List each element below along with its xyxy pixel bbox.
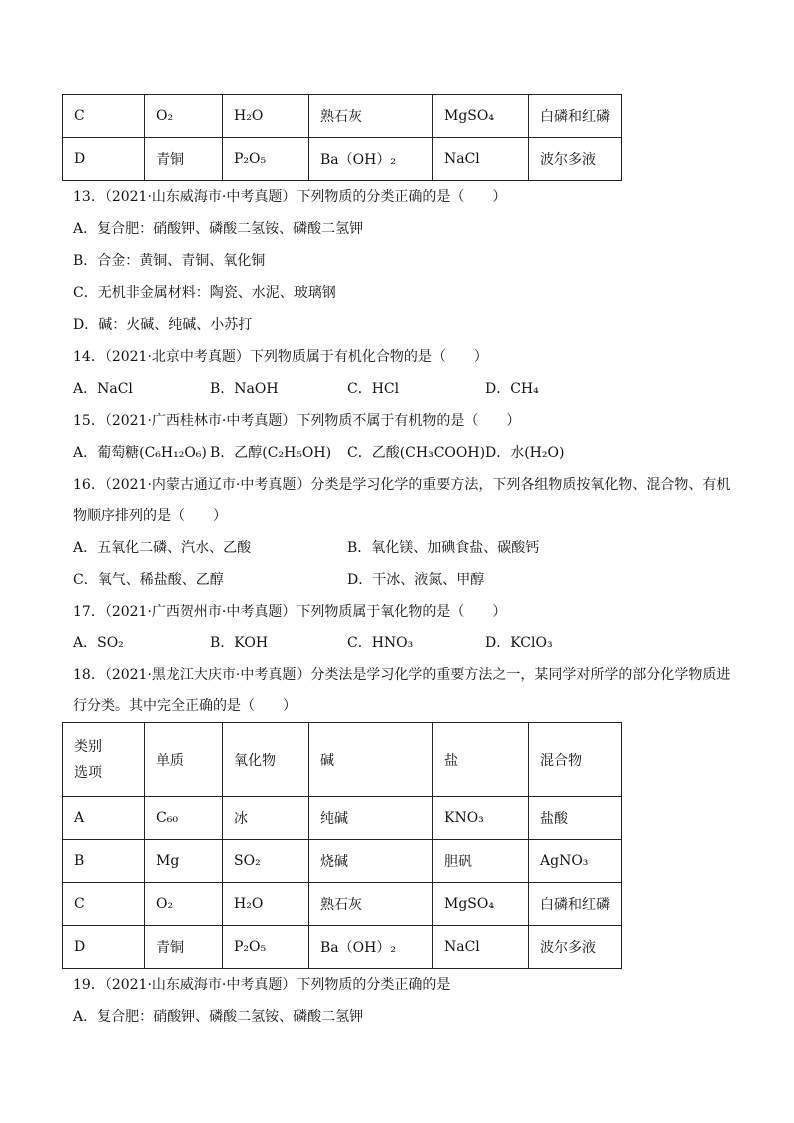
question-19-stem: 19．（2021·山东威海市·中考真题）下列物质的分类正确的是 <box>73 977 451 993</box>
table-cell: 胆矾 <box>433 840 529 883</box>
table-cell: 纯碱 <box>309 797 433 840</box>
question-14-stem: 14．（2021·北京中考真题）下列物质属于有机化合物的是（ ） <box>73 349 488 365</box>
table-header-cell: 碱 <box>309 723 433 797</box>
table-cell: 波尔多液 <box>529 138 622 181</box>
corner-label-category: 类别 <box>74 738 102 755</box>
question-14-option-d: D．CH₄ <box>485 381 539 397</box>
table-cell: MgSO₄ <box>433 95 529 138</box>
corner-label-option: 选项 <box>74 764 102 781</box>
table-cell: 烧碱 <box>309 840 433 883</box>
table-cell: 白磷和红磷 <box>529 883 622 926</box>
table-cell: Ba（OH）₂ <box>309 138 433 181</box>
question-16-option-d: D．干冰、液氮、甲醇 <box>347 572 485 588</box>
question-17-stem: 17．（2021·广西贺州市·中考真题）下列物质属于氧化物的是（ ） <box>73 604 507 620</box>
table-header-cell: 混合物 <box>529 723 622 797</box>
table-row <box>63 138 622 181</box>
table-cell: 青铜 <box>145 138 223 181</box>
question-15-option-a: A．葡萄糖(C₆H₁₂O₆) <box>73 445 207 461</box>
table-corner-cell <box>63 723 145 797</box>
table-cell: H₂O <box>223 883 309 926</box>
table-cell: P₂O₅ <box>223 138 309 181</box>
question-18-stem-line-2: 行分类。其中完全正确的是（ ） <box>73 698 297 714</box>
classification-table-continued <box>62 94 622 181</box>
table-cell: 冰 <box>223 797 309 840</box>
question-17-option-c: C．HNO₃ <box>347 635 414 651</box>
table-row <box>63 95 622 138</box>
question-16-option-a: A．五氧化二磷、汽水、乙酸 <box>73 540 252 556</box>
table-cell: C <box>63 95 145 138</box>
question-16-option-b: B．氧化镁、加碘食盐、碳酸钙 <box>347 540 540 556</box>
question-17-option-d: D．KClO₃ <box>485 635 553 651</box>
table-cell: Mg <box>145 840 223 883</box>
table-row <box>63 840 622 883</box>
table-cell: 波尔多液 <box>529 926 622 969</box>
table-cell: MgSO₄ <box>433 883 529 926</box>
table-cell: B <box>63 840 145 883</box>
question-15-option-c: C．乙酸(CH₃COOH) <box>347 445 486 461</box>
table-cell: 熟石灰 <box>309 95 433 138</box>
question-19-option-a: A．复合肥：硝酸钾、磷酸二氢铵、磷酸二氢钾 <box>73 1009 364 1025</box>
question-13-stem: 13．（2021·山东威海市·中考真题）下列物质的分类正确的是（ ） <box>73 189 507 205</box>
table-cell: KNO₃ <box>433 797 529 840</box>
table-cell: A <box>63 797 145 840</box>
question-16-stem-line-2: 物顺序排列的是（ ） <box>73 508 227 524</box>
question-15-option-b: B．乙醇(C₂H₅OH) <box>210 445 332 461</box>
table-cell: D <box>63 138 145 181</box>
table-cell: 盐酸 <box>529 797 622 840</box>
table-cell: C <box>63 883 145 926</box>
table-cell: O₂ <box>145 95 223 138</box>
table-header-cell: 盐 <box>433 723 529 797</box>
table-cell: Ba（OH）₂ <box>309 926 433 969</box>
question-16-stem-line-1: 16．（2021·内蒙古通辽市·中考真题）分类是学习化学的重要方法，下列各组物质按氧化物、混合物、有机 <box>73 477 731 493</box>
question-13-option-d: D．碱：火碱、纯碱、小苏打 <box>73 317 253 333</box>
table-cell: 白磷和红磷 <box>529 95 622 138</box>
table-cell: C₆₀ <box>145 797 223 840</box>
question-17-option-a: A．SO₂ <box>73 635 124 651</box>
table-header-cell: 氧化物 <box>223 723 309 797</box>
question-18-stem-line-1: 18．（2021·黑龙江大庆市·中考真题）分类法是学习化学的重要方法之一，某同学对所学的部分化学物质进 <box>73 667 731 683</box>
question-14-option-c: C．HCl <box>347 381 400 397</box>
table-cell: NaCl <box>433 926 529 969</box>
question-15-option-d: D．水(H₂O) <box>485 445 565 461</box>
table-header-cell: 单质 <box>145 723 223 797</box>
table-cell: 青铜 <box>145 926 223 969</box>
table-cell: H₂O <box>223 95 309 138</box>
table-cell: NaCl <box>433 138 529 181</box>
table-cell: P₂O₅ <box>223 926 309 969</box>
question-13-option-a: A．复合肥：硝酸钾、磷酸二氢铵、磷酸二氢钾 <box>73 221 364 237</box>
question-14-option-a: A．NaCl <box>73 381 133 397</box>
table-header-row <box>63 723 622 797</box>
table-cell: AgNO₃ <box>529 840 622 883</box>
table-row <box>63 883 622 926</box>
table-cell: D <box>63 926 145 969</box>
question-14-option-b: B．NaOH <box>210 381 279 397</box>
table-cell: 熟石灰 <box>309 883 433 926</box>
question-15-stem: 15．（2021·广西桂林市·中考真题）下列物质不属于有机物的是（ ） <box>73 413 521 429</box>
table-cell: O₂ <box>145 883 223 926</box>
table-row <box>63 797 622 840</box>
question-13-option-b: B．合金：黄铜、青铜、氧化铜 <box>73 253 266 269</box>
question-16-option-c: C．氧气、稀盐酸、乙醇 <box>73 572 224 588</box>
question-17-option-b: B．KOH <box>210 635 269 651</box>
question-13-option-c: C．无机非金属材料：陶瓷、水泥、玻璃钢 <box>73 285 336 301</box>
classification-table <box>62 722 622 969</box>
table-cell: SO₂ <box>223 840 309 883</box>
table-row <box>63 926 622 969</box>
